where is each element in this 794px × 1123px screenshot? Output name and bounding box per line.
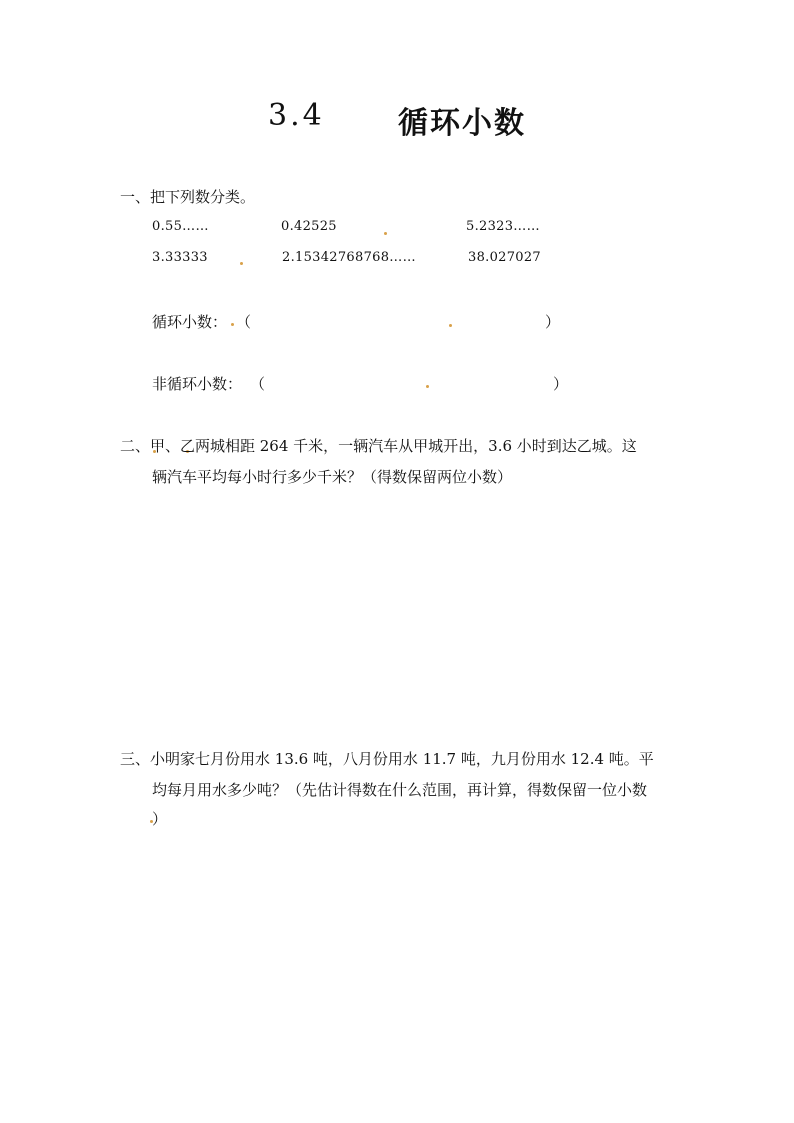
q1-number-4: 3.33333 [152, 250, 208, 265]
nonrepeating-close-paren: ） [553, 375, 569, 393]
q1-heading: 一、把下列数分类。 [120, 188, 256, 206]
q1-number-3: 5.2323…… [466, 219, 540, 234]
q1-number-6: 38.027027 [468, 250, 542, 265]
q3-line-2: 均每月用水多少吨？（先估计得数在什么范围，再计算，得数保留一位小数 [152, 781, 648, 799]
q3-line-1: 三、小明家七月份用水 13.6 吨，八月份用水 11.7 吨，九月份用水 12.4 吨。平 [120, 750, 654, 768]
nonrepeating-label: 非循环小数： [152, 375, 243, 393]
repeating-close-paren: ） [545, 313, 561, 331]
q2-line-2: 辆汽车平均每小时行多少千米？（得数保留两位小数） [152, 468, 513, 486]
q1-number-1: 0.55…… [152, 219, 209, 234]
repeating-label: 循环小数： [152, 313, 228, 331]
q3-line-3: ） [152, 810, 168, 828]
mark-dot [449, 324, 452, 327]
mark-dot [384, 232, 387, 235]
nonrepeating-open-paren: （ [250, 375, 266, 393]
mark-dot [240, 262, 243, 265]
page-title: 循环小数 [398, 106, 526, 141]
q1-number-5: 2.15342768768…… [282, 250, 416, 265]
mark-dot [231, 323, 234, 326]
q2-line-1: 二、甲、乙两城相距 264 千米，一辆汽车从甲城开出，3.6 小时到达乙城。这 [120, 437, 637, 455]
repeating-open-paren: （ [236, 313, 252, 331]
mark-dot [426, 385, 429, 388]
title-number: 3.4 [268, 98, 325, 133]
q1-number-2: 0.42525 [281, 219, 337, 234]
